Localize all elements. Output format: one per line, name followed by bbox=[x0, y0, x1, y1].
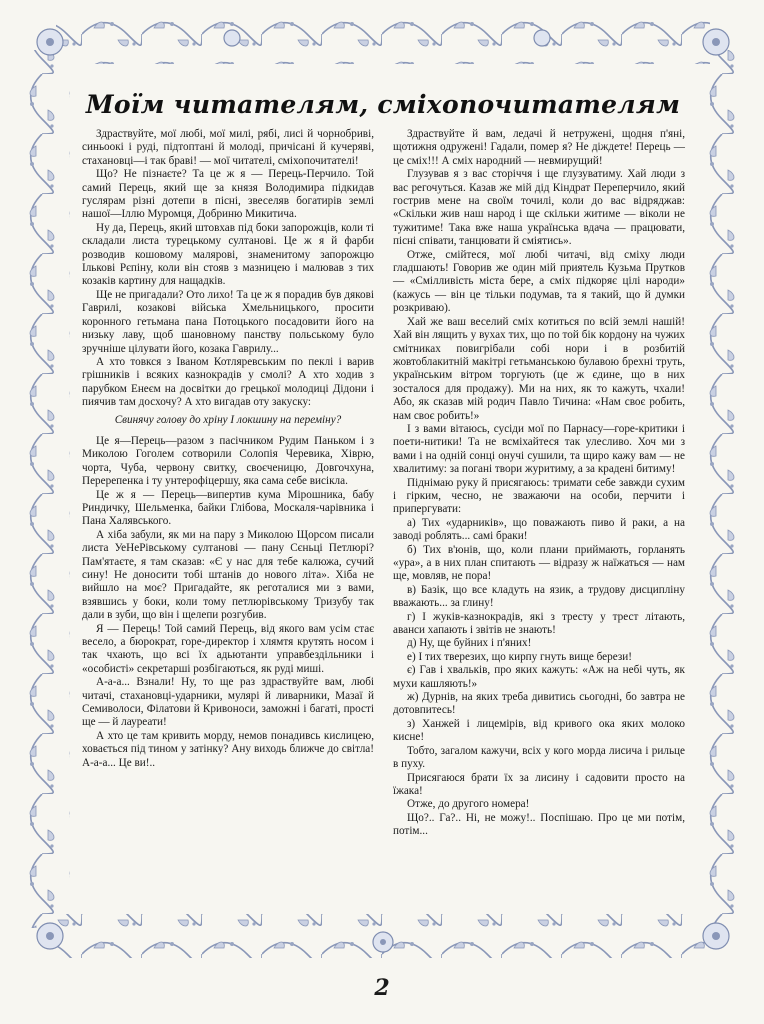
page-number: 2 bbox=[374, 975, 390, 1001]
list-item: з) Ханжей і лицемірів, від кривого ока яких молоко кисне! bbox=[393, 717, 685, 744]
verse-quote: Свинячу голову до хріну І локшину на переміну? bbox=[114, 413, 342, 426]
paragraph: Це ж я — Перець—випертив кума Мірошника, бабу Риндичку, Шельменка, байки Глібова, Москаля-чарівника і Пана Халявського. bbox=[82, 488, 374, 528]
paragraph: Здраствуйте й вам, ледачі й нетружені, щодня п'яні, щотижня одружені! Гадали, помер я? Не діждете! Перець — це сміх!!! А сміх народний — невмирущий! bbox=[393, 128, 685, 167]
paragraph: Що?.. Га?.. Ні, не можу!.. Поспішаю. Про це ми потім, потім... bbox=[393, 811, 685, 838]
paragraph: Тобто, загалом кажучи, всіх у кого морда лисича і рильце в пуху. bbox=[393, 744, 685, 771]
paragraph: Отже, смійтеся, мої любі читачі, від сміху люди гладшають! Говорив же один мій приятель Кузьма Прутков — «Смілливість міста бере, а сміх підкоряє цілі народи» (кажусь — він це тільки подумав, та я такий, що й думки розкриваю). bbox=[393, 248, 685, 315]
list-item: б) Тих в'юнів, що, коли плани приймають, горланять «ура», а в них план спитають — відразу ж наїжаться — нам ще, мовляв, не пора! bbox=[393, 543, 685, 583]
left-column bbox=[82, 128, 374, 770]
paragraph: І з вами вітаюсь, сусіди мої по Парнасу—горе-критики і поети-нитики! Та не всміхайтеся так улесливо. Хоч ми з вами і на одній сонці онучі сушили, та щиро кажу вам — не хвалитиму: за погані твори журитиму, а за крадені битиму! bbox=[393, 422, 685, 476]
paragraph: Це я—Перець—разом з пасічником Рудим Паньком і з Миколою Гоголем сотворили Солопія Черевика, Хіврю, чорта, Чуба, червону свитку, своєченицю, Довгочхуна, Перерепенка і ту унтерофіцершу, яка сама себе висікла. bbox=[82, 434, 374, 488]
list-item: в) Базік, що все кладуть на язик, а трудову дисципліну вважають... за глину! bbox=[393, 583, 685, 610]
paragraph: Присягаюся брати їх за лисину і садовити просто на їжака! bbox=[393, 771, 685, 797]
paragraph: Здраствуйте, мої любі, мої милі, рябі, лисі й чорнобриві, синьоокі і руді, підтоптані й молоді, причісані й кучеряві, стахановці—і так браві! — мої читателі, сміхопочитателі! bbox=[82, 128, 374, 167]
paragraph: Хай же ваш веселий сміх котиться по всій землі нашій! Хай він лящить у вухах тих, що по той бік кордону на чужих смітниках повигрібали собі нори і в розбитій жовтоблакитній макітрі гетьманською булавою брехні труть, українським вітром торгують (це ж єдине, що в них зосталося для продажу). Ми на них, як то кажуть, чхали! Або, як сказав мій родич Павло Тичина: «Нам своє робить, нам своє робить!» bbox=[393, 315, 685, 422]
list-item: е) І тих тверезих, що кирпу гнуть вище берези! bbox=[407, 650, 632, 663]
paragraph: Глузував я з вас сторіччя і ще глузуватиму. Хай люди з вас регочуться. Казав же мій дід Кіндрат Переперчило, який гострив мене на своїм точилі, коли до вас відряджав: «Скільки жив наш народ і ще скільки житиме — віколи не тужитиме! Така вже наша українська вдача — працювати, пісні співати, танцювати й сміятись». bbox=[393, 168, 685, 248]
list-item: є) Гав і хвальків, про яких кажуть: «Аж на небі чуть, як мухи кашляють!» bbox=[393, 664, 685, 690]
paragraph: Що? Не пізнаєте? Та це ж я — Перець-Перчило. Той самий Перець, який ще за князя Володимира підкидав гуслярам різні дотепи в пісні, звеселяв богатирів землі нашої—Іллю Муромця, Добриню Микитича. bbox=[82, 168, 374, 221]
list-item: г) І жуків-казнокрадів, які з тресту у трест літають, аванси хапають і звітів не знають! bbox=[393, 610, 685, 637]
paragraph: А хто товкся з Іваном Котляревським по пеклі і варив грішників і всяких казнокрадів у смолі? А хто ходив з парубком Енеєм на досвітки до грецької молодиці Дідони і пиячив там досхочу? А хто вигадав оту закуску: bbox=[82, 355, 374, 409]
paragraph: А хіба забули, як ми на пару з Миколою Щорсом писали листа УеНеРівському султанові — пану Сєньці Петлюрі? Пам'ятаєте, я там сказав: «Є у нас для тебе калюжа, сучий сину! Не доносити тобі штанів до нового літа». Хіба не вийшло на моє? Пригадайте, як реготалися ми з вами, взявшись у боки, коли тому петлюрівському Тризубу так дали в зуби, що він і щелепи розгубив. bbox=[82, 528, 374, 622]
paragraph: Ще не пригадали? Ото лихо! Та це ж я порадив був дякові Гаврилі, козакові війська Хмельницького, просити коронного гетьмана пана Потоцького посадовити його на низьку лаву, щоб шановному панству польському було зручніше цілувати його, козака Гаврилу... bbox=[82, 288, 374, 355]
paragraph: Отже, до другого номера! bbox=[407, 798, 530, 811]
paragraph: Я — Перець! Той самий Перець, від якого вам усім стає весело, а бюрократ, горе-директор і хлямтя крутять носом і так чхають, що всі їх адьютанти управбездільники і «особисті» секретарші розбігаються, як руді миші. bbox=[82, 622, 374, 675]
paragraph: А хто це там кривить морду, немов понадивсь кислицею, ховається під тином у затінку? Ану виходь ближче до світла! А-а-а... Це ви!.. bbox=[82, 729, 374, 769]
paragraph: Піднімаю руку й присягаюсь: тримати себе завжди сухим і гірким, чесно, не зважаючи на особи, перчити і припергувати: bbox=[393, 476, 685, 516]
list-item: д) Ну, ще буйних і п'яних! bbox=[407, 637, 532, 650]
list-item: а) Тих «ударників», що поважають пиво й раки, а на заводі роблять... самі браки! bbox=[393, 516, 685, 543]
paragraph: А-а-а... Взнали! Ну, то ще раз здраствуйте вам, любі читачі, стахановці-ударники, мулярі й ливарники, Мазаї й Семиволоси, Філатови й Кривоноси, заможні і багаті, прості ще — й лауреати! bbox=[82, 676, 374, 729]
paragraph: Ну да, Перець, який штовхав під боки запорожців, коли ті складали листа турецькому султанові. Це ж я й фарби розводив кошовому малярові, знаменитому запорожцю Ількові Рєпіну, коли він стояв з мазницею і малював з тих козаків картину для нащадків. bbox=[82, 221, 374, 288]
page-title: Моїм читателям, сміхопочитателям bbox=[85, 90, 681, 119]
right-column bbox=[393, 128, 685, 839]
list-item: ж) Дурнів, на яких треба дивитись сьогодні, бо завтра не дотовпитесь! bbox=[393, 691, 685, 717]
